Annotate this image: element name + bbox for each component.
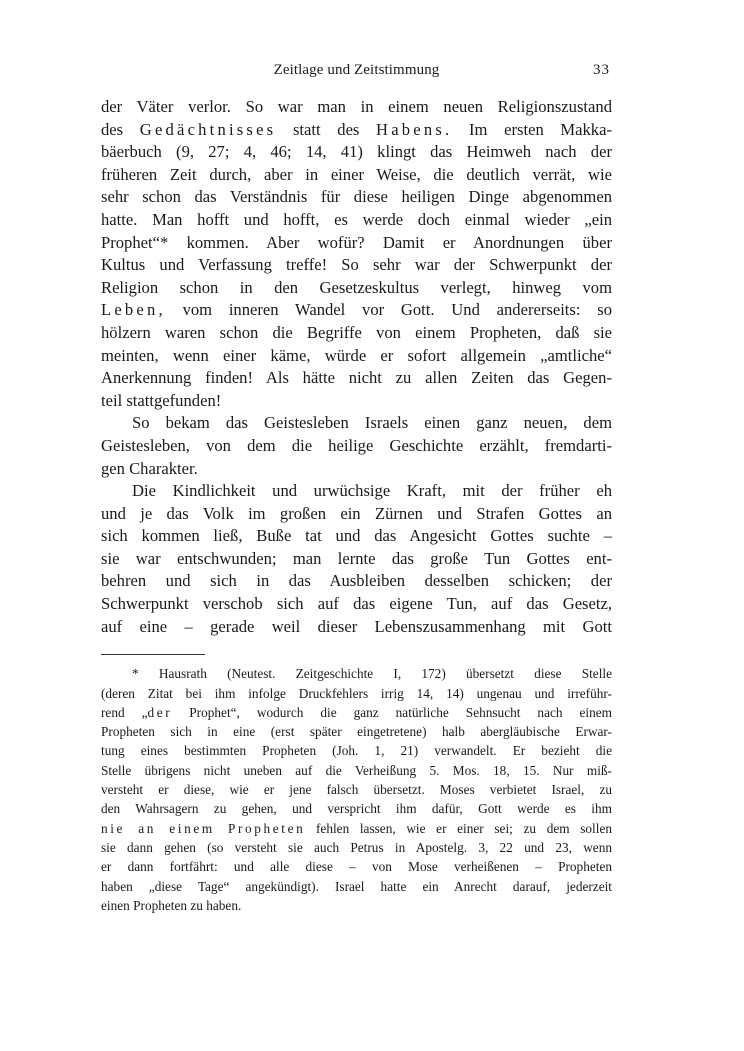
text-line: Geistesleben, von dem die heilige Geschichte erzählt, fremdarti- [101,435,612,455]
text-segment: des [101,119,140,139]
text-line: Kultus und Verfassung treffe! So sehr war der Schwerpunkt der [101,255,612,275]
text-line: hatte. Man hofft und hofft, es werde doch einmal wieder „ein [101,209,612,229]
footnote [101,664,612,915]
page-number: 33 [593,62,610,78]
text-line: Stelle übrigens nicht uneben auf die Verheißung 5. Mos. 18, 15. Nur miß- [101,762,612,778]
text-line: den Wahrsagern zu gehen, und verspricht ihm dafür, Gott werde es ihm [101,801,612,817]
text-line: sie war entschwunden; man lernte das große Tun Gottes ent- [101,548,612,568]
body-text [101,96,612,638]
text-line [101,299,612,322]
text-line: Religion schon in den Gesetzeskultus verlegt, hinweg vom [101,277,612,297]
text-line: behren und sich in das Ausbleiben desselben schicken; der [101,571,612,591]
text-line [101,119,612,142]
text-line: Anerkennung finden! Als hätte nicht zu allen Zeiten das Gegen- [101,368,612,388]
text-line: sehr schon das Verständnis für diese heiligen Dinge abgenommen [101,187,612,207]
spaced-emphasis: der [147,704,173,720]
spaced-emphasis: Habens. [376,119,453,139]
text-line: sich kommen ließ, Buße tat und das Angesicht Gottes suchte – [101,526,612,546]
text-line: er dann fortfährt: und alle diese – von Mose verheißenen – Propheten [101,859,612,875]
text-line: So bekam das Geistesleben Israels einen ganz neuen, dem [132,413,612,433]
text-line: versteht er diese, wie er jene falsch übersetzt. Moses verbietet Israel, zu [101,782,612,798]
text-segment: statt des [276,119,377,139]
text-line: (deren Zitat bei ihm infolge Druckfehlers irrig 14, 14) ungenau und irreführ- [101,685,612,701]
text-segment: Prophet“, wodurch die ganz natürliche Sehnsucht nach einem [172,704,613,720]
text-line: bäerbuch (9, 27; 4, 46; 14, 41) klingt das Heimweh nach der [101,142,612,162]
footnote-rule [101,654,205,655]
text-line: sie dann gehen (so versteht sie auch Petrus in Apostelg. 3, 22 und 23, wenn [101,839,612,855]
book-page [101,58,612,915]
text-line: gen Charakter. [101,458,198,478]
text-line [101,703,612,722]
text-line: auf eine – gerade weil dieser Lebenszusammenhang mit Gott [101,616,612,636]
text-line: der Väter verlor. So war man in einem neuen Religionszustand [101,97,612,116]
text-line: und je das Volk im großen ein Zürnen und Strafen Gottes an [101,503,612,523]
text-line: meinten, wenn einer käme, würde er sofort allgemein „amtliche“ [101,345,612,365]
text-line: * Hausrath (Neutest. Zeitgeschichte I, 172) übersetzt diese Stelle [132,666,612,682]
text-line: Prophet“* kommen. Aber wofür? Damit er Anordnungen über [101,232,612,252]
spaced-emphasis: Gedächtnisses [139,119,277,139]
text-segment: fehlen lassen, wie er einer sei; zu dem sollen [305,820,612,836]
text-line: Propheten sich in eine (erst später eingetretene) halb abergläubische Erwar- [101,724,612,740]
text-line: teil stattgefunden! [101,390,222,410]
running-title: Zeitlage und Zeitstimmung [273,62,440,78]
spaced-emphasis: Leben, [101,300,166,320]
spaced-emphasis: nie an einem Propheten [101,820,306,836]
text-line: hölzern waren schon die Begriffe von einem Propheten, daß sie [101,322,612,342]
text-segment: rend „ [101,704,148,720]
text-line: einen Propheten zu haben. [101,897,242,913]
text-line [101,819,612,838]
text-line: Schwerpunkt verschob sich auf das eigene Tun, auf das Gesetz, [101,594,612,614]
running-head [101,58,612,82]
text-line: früheren Zeit durch, aber in einer Weise, die deutlich verrät, wie [101,164,612,184]
text-line: Die Kindlichkeit und urwüchsige Kraft, mit der früher eh [132,481,612,501]
text-line: tung eines bestimmten Propheten (Joh. 1, 21) verwandelt. Er bezieht die [101,743,612,759]
text-segment: vom inneren Wandel vor Gott. Und andererseits: so [165,300,612,320]
text-line: haben „diese Tage“ angekündigt). Israel hatte ein Anrecht darauf, jederzeit [101,878,612,894]
text-segment: Im ersten Makka- [452,119,612,139]
